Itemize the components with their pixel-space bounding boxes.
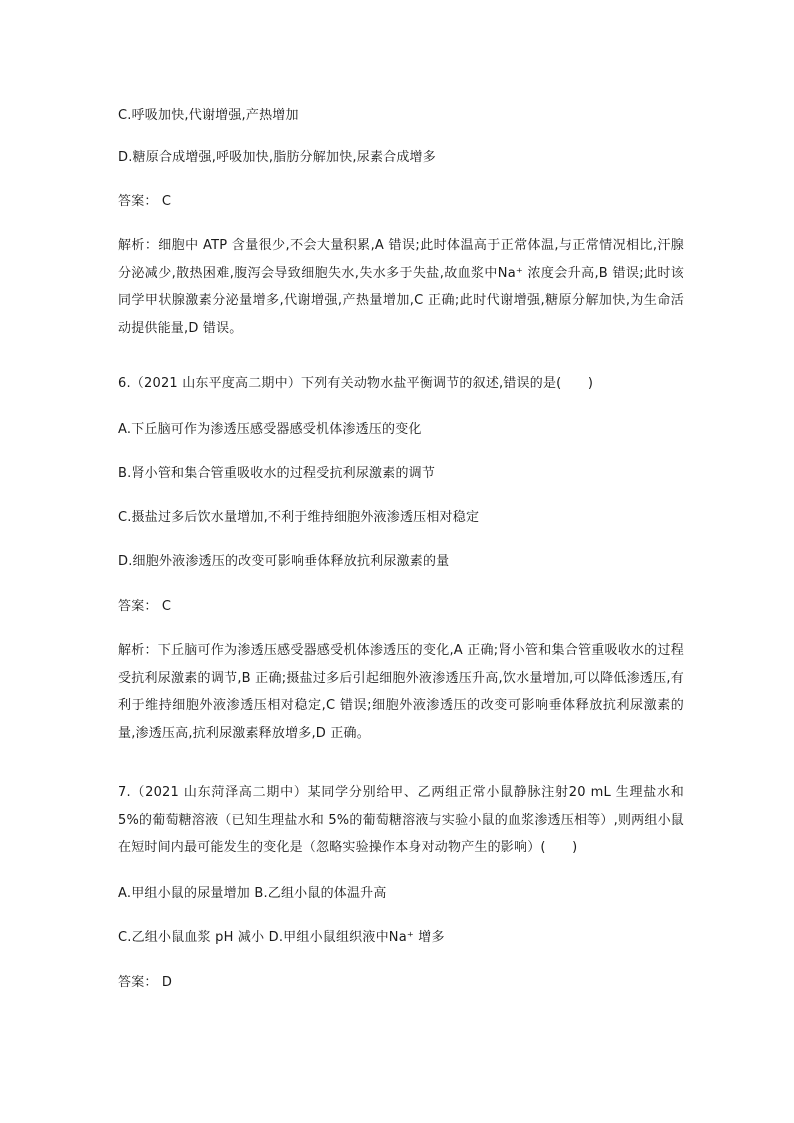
q5-analysis: 解析：细胞中 ATP 含量很少,不会大量积累,A 错误;此时体温高于正常体温,与正常情况相比,汗腺分泌减少,散热困难,腹泻会导致细胞失水,失水多于失盐,故血浆中Na⁺ 浓度会升高,B 错误;此时该同学甲状腺激素分泌量增多,代谢增强,产热量增加,C 正确;此时代谢增强,糖原分解加快,为生命活动提供能量,D 错误。: [118, 238, 684, 336]
q6-option-d: D.细胞外液渗透压的改变可影响垂体释放抗利尿激素的量: [118, 554, 450, 569]
q5-answer: 答案： C: [118, 194, 172, 209]
q7-options-cd: C.乙组小鼠血浆 pH 减小 D.甲组小鼠组织液中Na⁺ 增多: [118, 930, 445, 945]
q5-option-d: D.糖原合成增强,呼吸加快,脂肪分解加快,尿素合成增多: [118, 150, 436, 165]
q6-analysis: 解析：下丘脑可作为渗透压感受器感受机体渗透压的变化,A 正确;肾小管和集合管重吸收水的过程受抗利尿激素的调节,B 正确;摄盐过多后引起细胞外液渗透压升高,饮水量增加,可以降低渗透压,有利于维持细胞外液渗透压相对稳定,C 错误;细胞外液渗透压的改变可影响垂体释放抗利尿激素的量,渗透压高,抗利尿激素释放增多,D 正确。: [118, 643, 684, 741]
q6-stem: 6.（2021 山东平度高二期中）下列有关动物水盐平衡调节的叙述,错误的是( ): [118, 376, 594, 391]
q6-answer: 答案： C: [118, 599, 172, 614]
q7-stem: 7.（2021 山东菏泽高二期中）某同学分别给甲、乙两组正常小鼠静脉注射20 mL 生理盐水和 5%的葡萄糖溶液（已知生理盐水和 5%的葡萄糖溶液与实验小鼠的血浆渗透压相等）,则两组小鼠在短时间内最可能发生的变化是（忽略实验操作本身对动物产生的影响）( ): [118, 785, 684, 855]
q6-option-c: C.摄盐过多后饮水量增加,不利于维持细胞外液渗透压相对稳定: [118, 510, 480, 525]
q7-answer: 答案： D: [118, 975, 173, 990]
q6-option-a: A.下丘脑可作为渗透压感受器感受机体渗透压的变化: [118, 422, 422, 437]
q5-option-c: C.呼吸加快,代谢增强,产热增加: [118, 108, 299, 123]
q7-options-ab: A.甲组小鼠的尿量增加 B.乙组小鼠的体温升高: [118, 886, 387, 901]
q6-option-b: B.肾小管和集合管重吸收水的过程受抗利尿激素的调节: [118, 466, 436, 481]
